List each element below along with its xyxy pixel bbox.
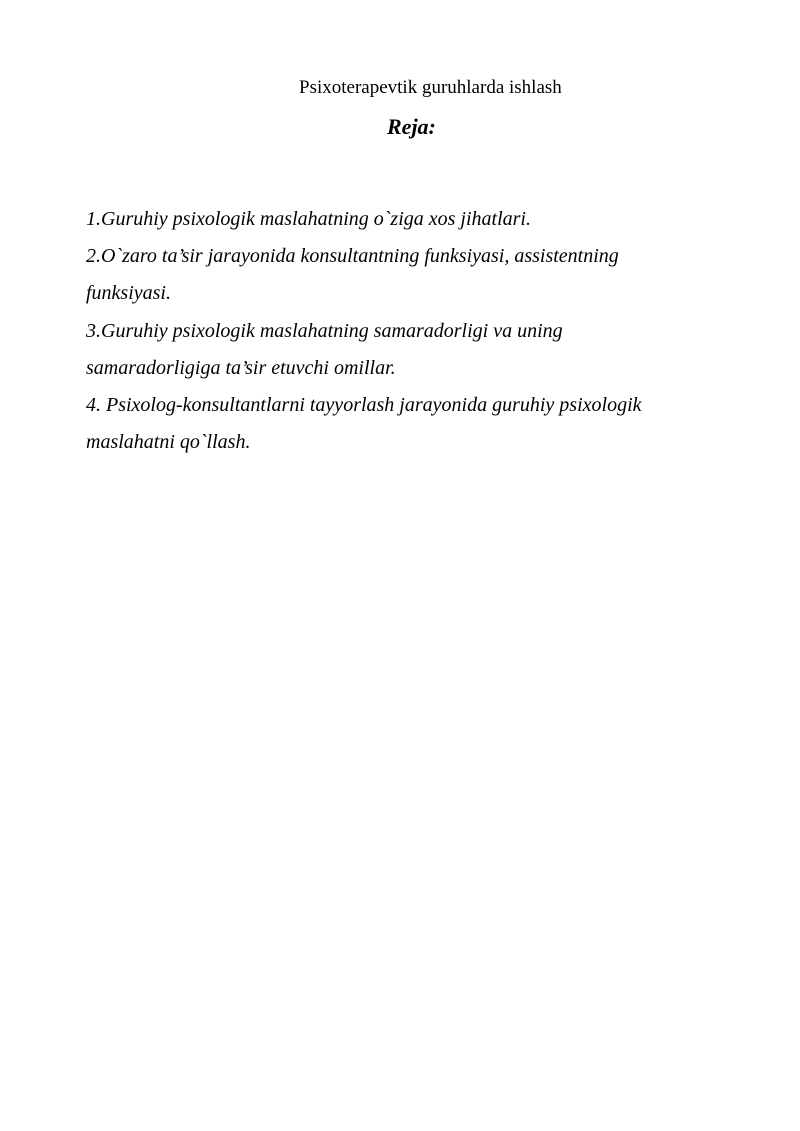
document-title: Psixoterapevtik guruhlarda ishlash [299,77,562,98]
plan-line: 3.Guruhiy psixologik maslahatning samaradorligi va uning [86,319,563,342]
plan-heading: Reja: [387,114,436,139]
plan-list [86,201,716,461]
plan-line: maslahatni qo`llash. [86,431,251,454]
plan-line: samaradorligiga ta’sir etuvchi omillar. [86,356,396,379]
plan-line: 2.O`zaro ta’sir jarayonida konsultantning funksiyasi, assistentning [86,245,619,268]
plan-line: 1.Guruhiy psixologik maslahatning o`ziga xos jihatlari. [86,208,531,230]
plan-line: 4. Psixolog-konsultantlarni tayyorlash jarayonida guruhiy psixologik [86,394,642,417]
title-block [0,76,800,102]
plan-line: funksiyasi. [86,282,171,305]
